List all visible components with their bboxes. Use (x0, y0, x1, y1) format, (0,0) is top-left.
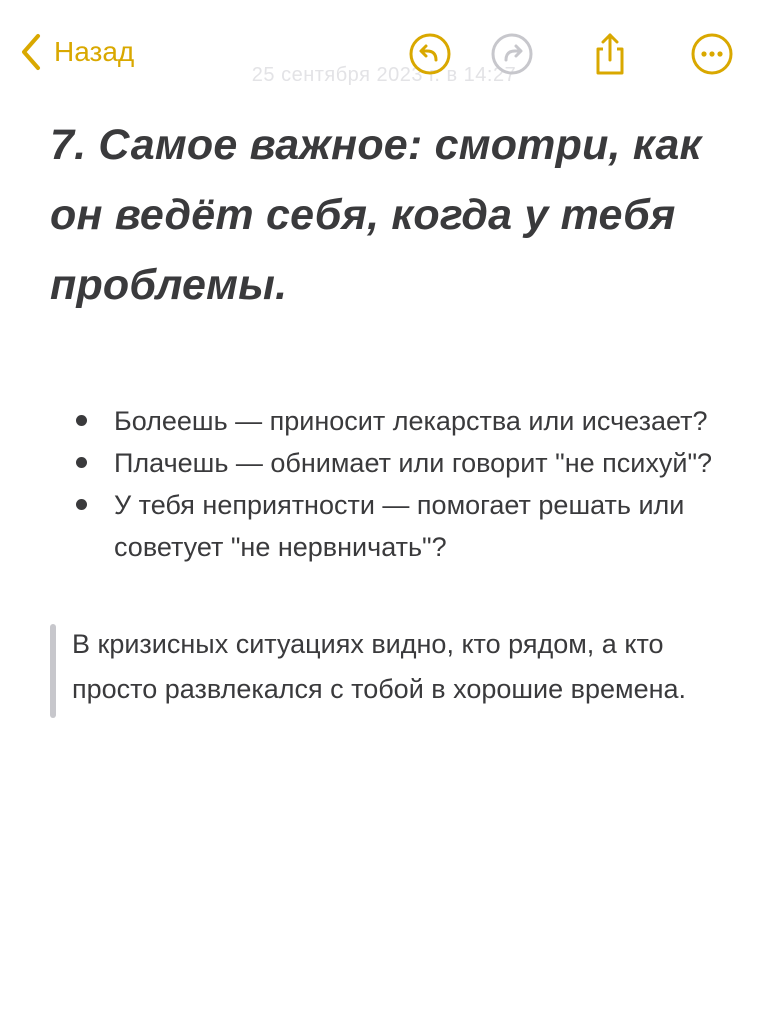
list-item (50, 442, 730, 484)
note-date: 25 сентября 2023 г. в 14:27 (251, 64, 517, 86)
undo-button[interactable] (406, 30, 454, 78)
note-body[interactable] (50, 110, 730, 712)
toolbar (0, 0, 768, 110)
redo-button[interactable] (488, 30, 536, 78)
quote-bar (50, 624, 56, 718)
quote-text: В кризисных ситуациях видно, кто рядом, а кто просто развлекался с тобой в хорошие времена. (72, 629, 687, 704)
share-button[interactable] (586, 30, 634, 78)
list-item (50, 484, 730, 568)
redo-icon (490, 32, 534, 76)
share-icon (588, 32, 632, 76)
undo-icon (408, 32, 452, 76)
block-quote (50, 622, 712, 712)
note-title: 7. Самое важное: смотри, как он ведёт себя, когда у тебя проблемы. (50, 121, 702, 309)
more-icon (690, 32, 734, 76)
bullet-dot-icon (76, 499, 87, 510)
list-item-text: У тебя неприятности — помогает решать или советует "не нервничать"? (114, 490, 685, 562)
list-item-text: Болеешь — приносит лекарства или исчезает? (114, 406, 708, 436)
list-item-text: Плачешь — обнимает или говорит "не психуй"? (114, 448, 713, 478)
back-label: Назад (54, 36, 135, 67)
more-button[interactable] (688, 30, 736, 78)
bullet-dot-icon (76, 415, 87, 426)
bullet-list (50, 400, 730, 568)
list-item (50, 400, 730, 442)
bullet-dot-icon (76, 457, 87, 468)
